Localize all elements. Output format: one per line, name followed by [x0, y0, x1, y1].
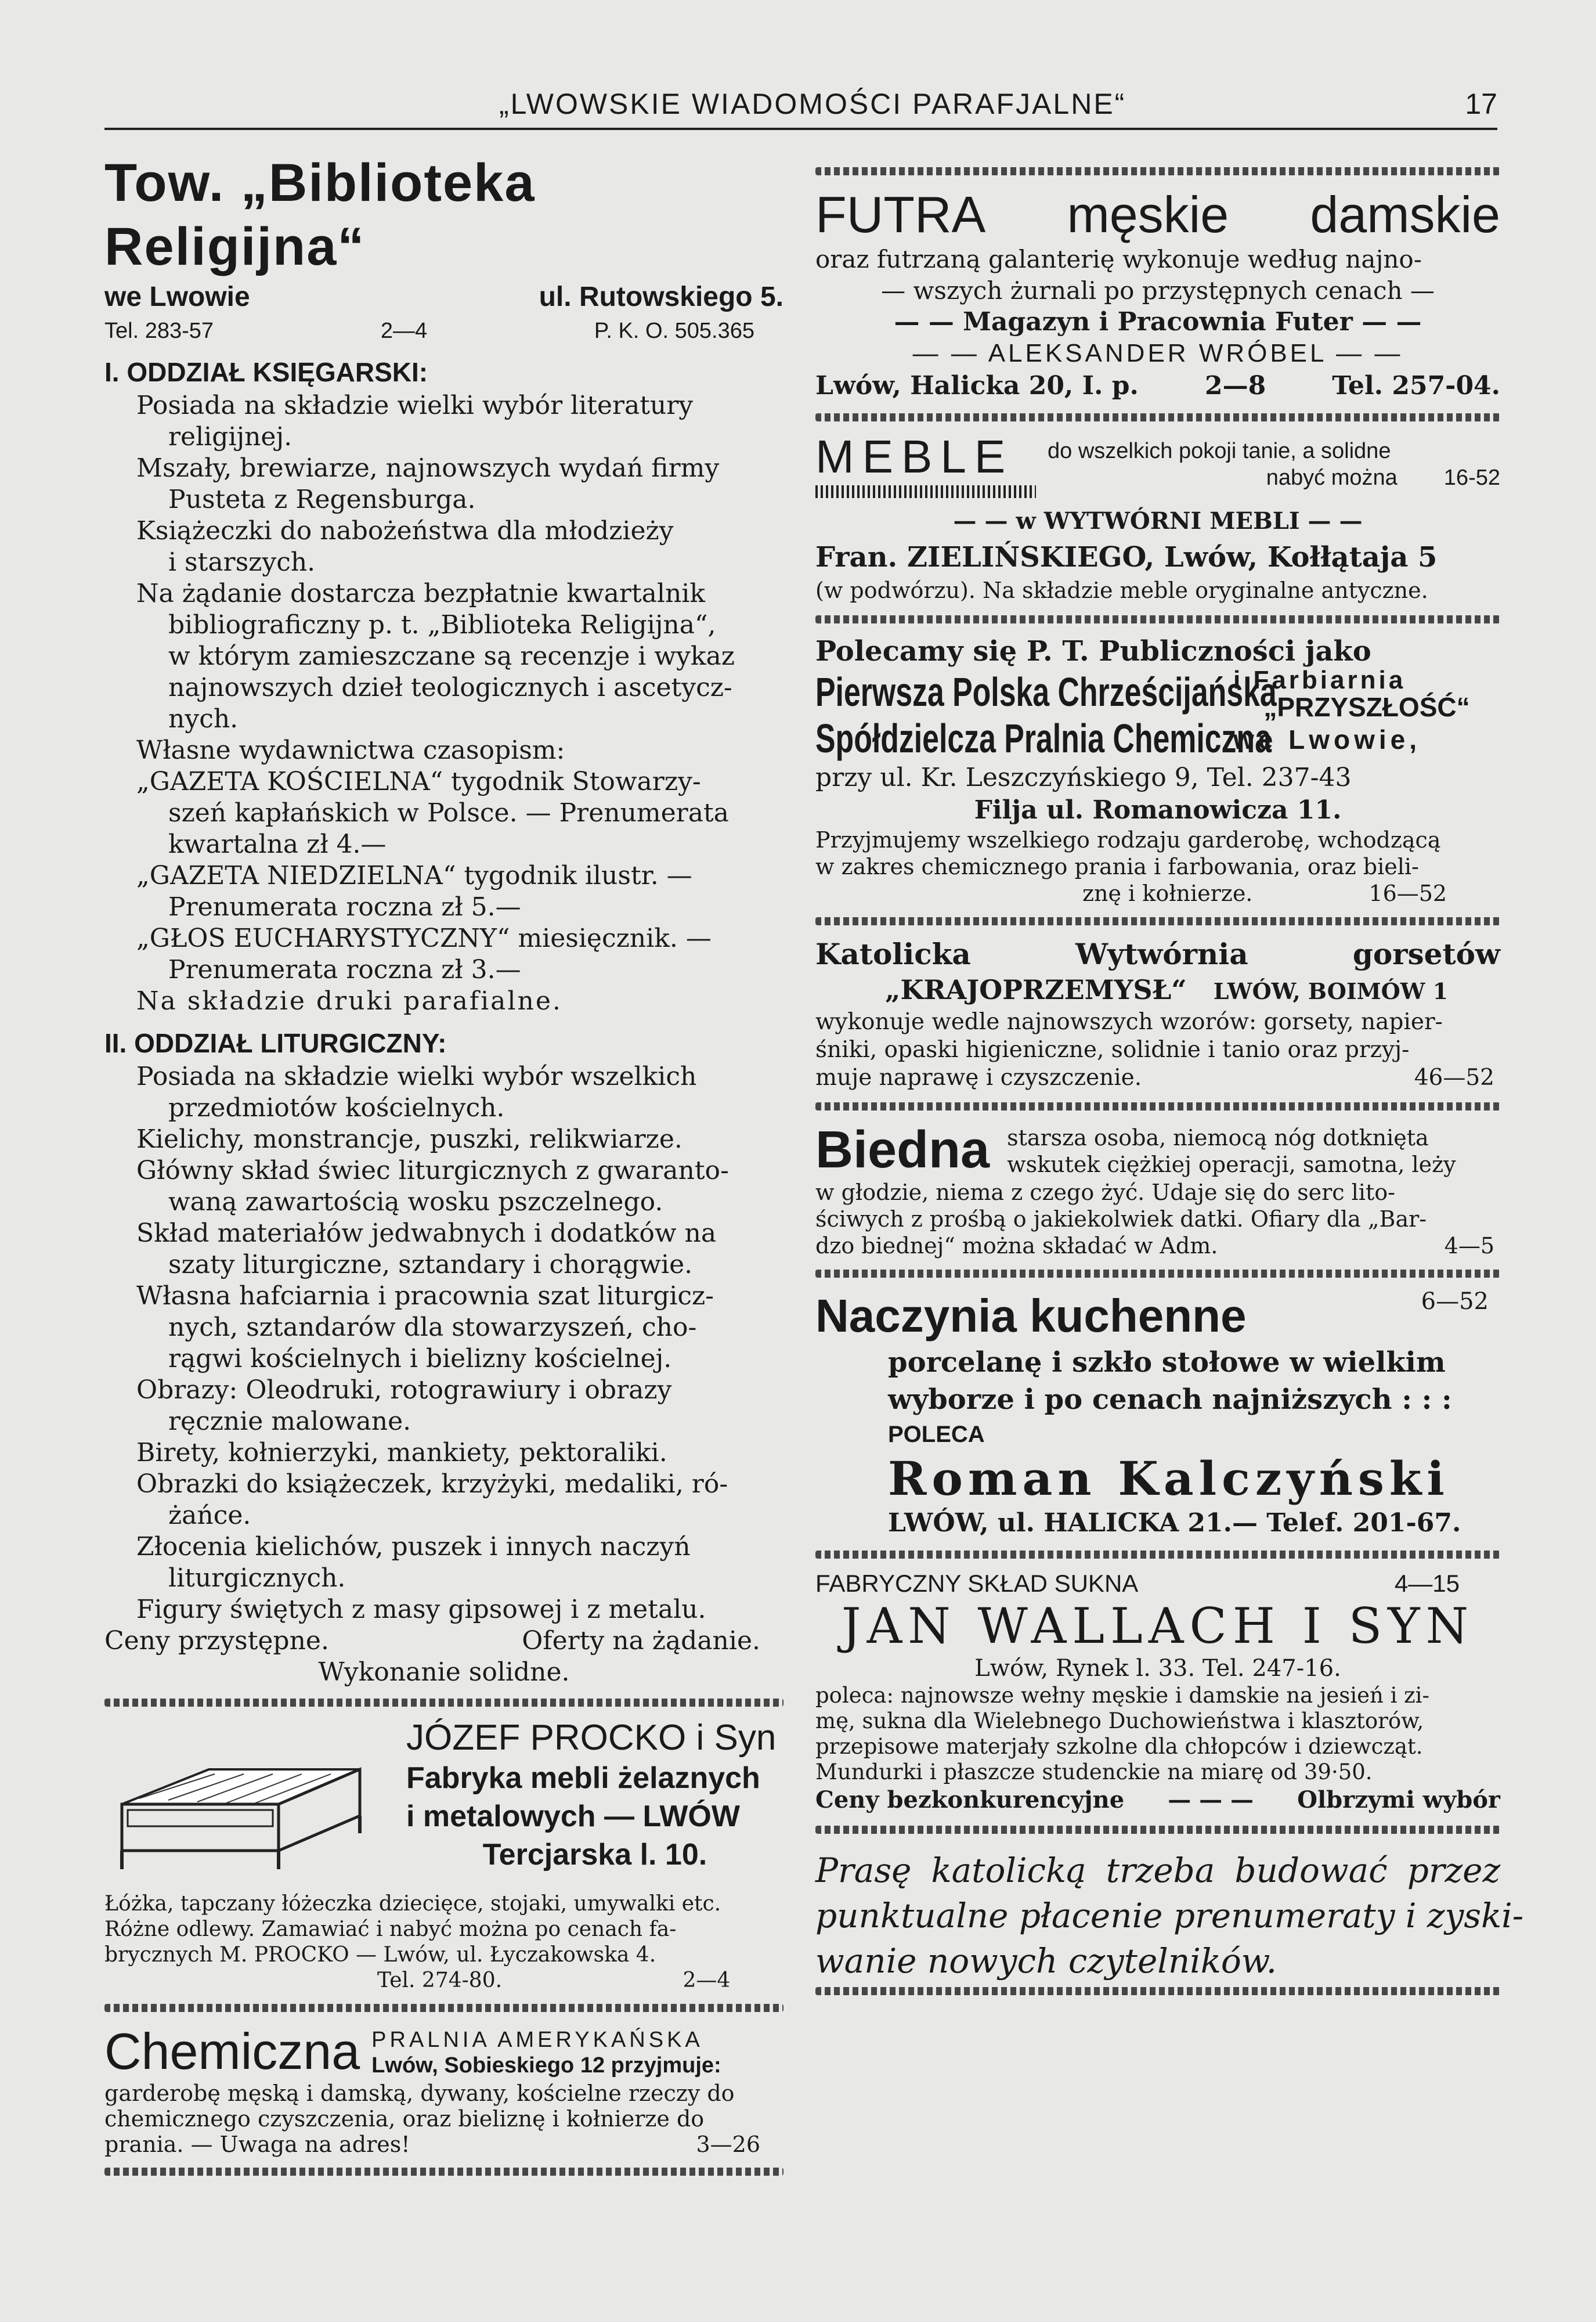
section1-lines: Posiada na składzie wielki wybór literatury religijnej. Mszały, brewiarze, najnowszych wydań firmy Pusteta z Regensburga. Książeczki do nabożeństwa dla młodzieży i starszych. Na żądanie dostarcza bezpłatnie kwartalnik bibliograficzny p. t. „Biblioteka Religijna“, w którym zamieszczane są recenzje i wykaz najnowszych dzieł teologicznych i ascetycz- nych. Własne wydawnictwa czasopism: „GAZETA KOŚCIELNA“ tygodnik Stowarzy- szeń kapłańskich w Polsce. — Prenumerata kwartalna zł 4.— „GAZETA NIEDZIELNA“ tygodnik ilustr. — Prenumerata roczna zł 5.— „GŁOS EUCHARYSTYCZNY“ miesięcznik. — Prenumerata roczna zł 3.— Na składzie druki parafialne.: [136, 391, 735, 1016]
naczynia-ad: Naczynia kuchenne 6—52 porcelanę i szkło stołowe w wielkim wyborze i po cenach najniższych : : : POLECA Roman Kalczyński LWÓW, ul. HALICKA 21.— Telef. 201-67.: [815, 1288, 1500, 1540]
ornament-divider: [815, 413, 1500, 421]
section-ksiegarski: I. ODDZIAŁ KSIĘGARSKI:: [104, 357, 428, 387]
biblioteka-title: Tow. „Biblioteka Religijna“: [104, 153, 536, 276]
ornament-divider: [104, 2168, 783, 2176]
kalczynski-name: Roman Kalczyński: [888, 1451, 1450, 1506]
meble-ad: MEBLE do wszelkich pokoji tanie, a solidne nabyć można 16-52 — — w WYTWÓRNI MEBLI — — Fran. ZIELIŃSKIEGO, Lwów, Kołłątaja 5 (w podwórzu). Na składzie meble oryginalne antyczne.: [815, 431, 1500, 603]
left-column: Tow. „Biblioteka Religijna“ we Lwowie ul. Rutowskiego 5. Tel. 283-57 2—4 P. K. O. 505.365 I. ODDZIAŁ KSIĘGARSKI: Posiada na składzie wielki wybór literatury religijnej. Mszały, brewiarze, najnowszych wydań firmy Pusteta z Regensburga. Książeczki do nabożeństwa dla młodzieży i starszych. Na żądanie dostarcza bezpłatnie kwartalnik bibliograficzny p. t. „Biblioteka Religijna“, w którym zamieszczane są recenzje i wykaz najnowszych dzieł teologicznych i ascetycz- nych. Własne wydawnictwa czasopism: „GAZETA KOŚCIELNA“ tygodnik Stowarzy- szeń kapłańskich w Polsce. — Prenumerata kwartalna zł 4.— „GAZETA NIEDZIELNA“ tygodnik ilustr. — Prenumerata roczna zł 5.— „GŁOS EUCHARYSTYCZNY“ miesięcznik. — Prenumerata roczna zł 3.— Na składzie druki parafialne. II. ODDZIAŁ LITURGICZNY: Posiada na składzie wielki wybór wszelkich przedmiotów kościelnych. Kielichy, monstrancje, puszki, relikwiarze. Główny skład świec liturgicznych z gwaranto- waną zawartością wosku pszczelnego. Skład materiałów jedwabnych i dodatków na szaty liturgiczne, sztandary i chorągwie. Własna hafciarnia i pracownia szat liturgicz- nych, sztandarów dla stowarzyszeń, cho- rągwi kościelnych i bielizny kościelnej. Obrazy: Oleodruki, rotograwiury i obrazy ręcznie malowane. Birety, kołnierzyki, mankiety, pektoraliki. Obrazki do książeczek, krzyżyki, medaliki, ró- żańce. Złocenia kielichów, puszek i innych naczyń liturgicznych. Figury świętych z masy gipsowej i z metalu. Ceny przystępne. Oferty na żądanie. Wykonanie solidne. JÓZEF PROCKO i Syn Fabryka mebli żelaznych i metalowych — LWÓW Tercjarska l. 10. Łóżka, tapczany łóżeczka dziecięce, stojaki, umywalki etc. Różne odlewy. Zamawiać i nabyć można po cenach fa- brycznych M. PROCKO — Lwów, ul. Łyczakowska 4. Tel. 274-80. 2—4 Chemiczna PRALNIA AMERYKAŃSKA Lwów, Sobieskiego 12 przyjmuje: garderobę męską i damską, dywany, kościelne rzeczy do chemicznego czyszczenia, oraz bieliznę i kołnierze do prania. — Uwaga na adres! 3—26: [104, 151, 783, 2186]
ornament-divider: [815, 1270, 1500, 1278]
futra-ad: FUTRA męskie damskie oraz futrzaną galanterię wykonuje według najno- — wszych żurnali po przystępnych cenach — — — Magazyn i Pracownia Futer — — — — ALEKSANDER WRÓBEL — — Lwów, Halicka 20, I. p. 2—8 Tel. 257-04.: [815, 186, 1500, 401]
ornament-divider: [104, 1699, 783, 1707]
meble-bar: [815, 485, 1036, 498]
chemiczna-title: Chemiczna: [104, 2022, 360, 2080]
ornament-divider: [815, 1551, 1500, 1559]
chemiczna-ad: Chemiczna PRALNIA AMERYKAŃSKA Lwów, Sobieskiego 12 przyjmuje:: [104, 2022, 721, 2080]
procko-ad: JÓZEF PROCKO i Syn Fabryka mebli żelaznych i metalowych — LWÓW Tercjarska l. 10.: [104, 1717, 783, 1891]
biedna-title: Biedna: [815, 1121, 990, 1179]
wallach-title: JAN WALLACH I SYN: [841, 1598, 1475, 1654]
futra-title: FUTRA: [815, 186, 986, 243]
pralnia-ad: Polecamy się P. T. Publiczności jako Pierwsza Polska Chrześcijańska Spółdzielcza Pralnia Chemiczna i Farbiarnia „PRZYSZŁOŚĆ“ we Lwowie, przy ul. Kr. Leszczyńskiego 9, Tel. 237-43 Filja ul. Romanowicza 11. Przyjmujemy wszelkiego rodzaju garderobę, wchodzącą w zakres chemicznego prania i farbowania, oraz bieli- znę i kołnierze. 16—52: [815, 635, 1470, 906]
ornament-divider: [815, 1987, 1500, 1995]
right-column: [815, 151, 1524, 2006]
ornament-divider: [815, 917, 1500, 925]
meble-title: MEBLE: [815, 431, 1014, 482]
section-liturgiczny: II. ODDZIAŁ LITURGICZNY:: [104, 1028, 447, 1058]
wallach-ad: FABRYCZNY SKŁAD SUKNA 4—15 JAN WALLACH I SYN Lwów, Rynek l. 33. Tel. 247-16. poleca: najnowsze wełny męskie i damskie na jesień i zi- mę, sukna dla Wielebnego Duchowieństwa i klasztorów, przepisowe materjały szkolne dla chłopców i dziewcząt. Mundurki i płaszcze studenckie na miarę od 39·50. Ceny bezkonkurencyjne — — — Olbrzymi wybór: [815, 1570, 1500, 1813]
ornament-divider: [815, 615, 1500, 623]
biblioteka-contact: Tel. 283-57 2—4 P. K. O. 505.365: [104, 319, 754, 343]
gorsety-ad: Katolicka Wytwórnia gorsetów „KRAJOPRZEMYSŁ“ LWÓW, BOIMÓW 1 wykonuje wedle najnowszych wzorów: gorsety, napier- śniki, opaski higieniczne, solidnie i tanio oraz przyj- muje naprawę i czyszczenie. 46—52: [815, 937, 1500, 1091]
biedna-ad: Biedna starsza osoba, niemocą nóg dotknięta wskutek ciężkiej operacji, samotna, leży w głodzie, niema z czego żyć. Udaje się do serc lito- ściwych z prośbą o jakiekolwiek datki. Ofiary dla „Bar- dzo biednej“ można składać w Adm. 4—5: [815, 1121, 1494, 1259]
procko-name: JÓZEF PROCKO i Syn: [406, 1718, 777, 1758]
bed-illustration: [104, 1717, 389, 1891]
naczynia-title: Naczynia kuchenne: [815, 1290, 1247, 1342]
journal-title: „LWOWSKIE WIADOMOŚCI PARAFJALNE“: [499, 88, 1126, 120]
ornament-divider: [815, 1826, 1500, 1834]
running-header: [104, 81, 1497, 130]
prasa-notice: Prasę katolicką trzeba budować przez punktualne płacenie prenumeraty i zyski- wanie nowych czytelników.: [815, 1851, 1524, 1981]
biblioteka-address: we Lwowie ul. Rutowskiego 5.: [104, 282, 783, 312]
section2-lines: Posiada na składzie wielki wybór wszelkich przedmiotów kościelnych. Kielichy, monstrancje, puszki, relikwiarze. Główny skład świec liturgicznych z gwaranto- waną zawartością wosku pszczelnego. Skład materiałów jedwabnych i dodatków na szaty liturgiczne, sztandary i chorągwie. Własna hafciarnia i pracownia szat liturgicz- nych, sztandarów dla stowarzyszeń, cho- rągwi kościelnych i bielizny kościelnej. Obrazy: Oleodruki, rotograwiury i obrazy ręcznie malowane. Birety, kołnierzyki, mankiety, pektoraliki. Obrazki do książeczek, krzyżyki, medaliki, ró- żańce. Złocenia kielichów, puszek i innych naczyń liturgicznych. Figury świętych z masy gipsowej i z metalu. Ceny przystępne. Oferty na żądanie. Wykonanie solidne.: [104, 1062, 760, 1687]
ornament-divider: [104, 2004, 783, 2012]
ornament-divider: [815, 1102, 1500, 1110]
page-number: 17: [1465, 88, 1497, 120]
ornament-divider: [815, 167, 1500, 175]
